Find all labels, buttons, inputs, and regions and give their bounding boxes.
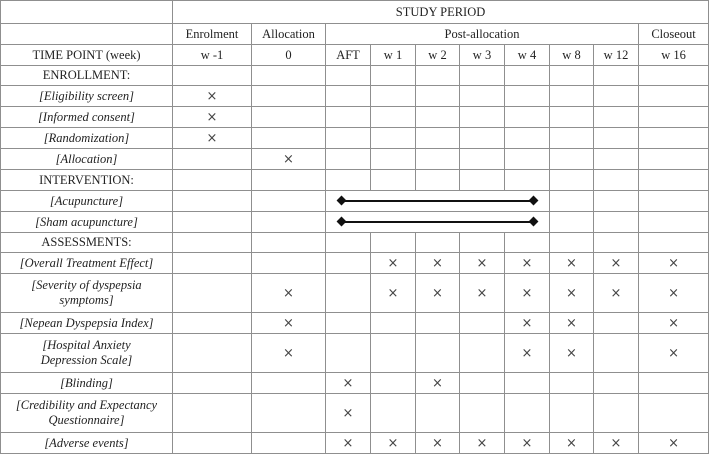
mark: × xyxy=(432,435,443,451)
mark: × xyxy=(432,285,443,301)
study-period-header: STUDY PERIOD xyxy=(173,1,709,24)
table-row xyxy=(1,212,709,233)
table-row xyxy=(1,433,709,454)
timepoint-w3: w 3 xyxy=(460,45,505,66)
mark: × xyxy=(566,435,577,451)
row-label-randomization: [Randomization] xyxy=(1,128,173,149)
table-row xyxy=(1,86,709,107)
corner-cell xyxy=(1,1,173,24)
row-label-ote: [Overall Treatment Effect] xyxy=(1,253,173,274)
mark: × xyxy=(283,315,294,331)
acupuncture-duration-cell xyxy=(326,191,550,212)
row-label-hads: [Hospital Anxiety Depression Scale] xyxy=(1,334,173,373)
mark: × xyxy=(521,315,533,331)
mark: × xyxy=(283,345,294,361)
header-row-timepoints xyxy=(1,45,709,66)
timepoint-w4: w 4 xyxy=(505,45,550,66)
mark: × xyxy=(476,285,488,301)
mark: × xyxy=(521,255,533,271)
mark: × xyxy=(610,435,622,451)
row-label-acupuncture: [Acupuncture] xyxy=(1,191,173,212)
mark: × xyxy=(387,285,399,301)
timepoint-w1: w 1 xyxy=(371,45,416,66)
section-row-intervention xyxy=(1,170,709,191)
timepoint-w8: w 8 xyxy=(550,45,594,66)
section-assessments: ASSESSMENTS: xyxy=(1,233,173,253)
row-label-sds: [Severity of dyspepsia symptoms] xyxy=(1,274,173,313)
mark: × xyxy=(432,255,443,271)
table-row xyxy=(1,394,709,433)
mark: × xyxy=(387,435,399,451)
timepoint-aft: AFT xyxy=(326,45,371,66)
mark: × xyxy=(566,315,577,331)
section-intervention: INTERVENTION: xyxy=(1,170,173,191)
mark: × xyxy=(566,285,577,301)
section-enrollment: ENROLLMENT: xyxy=(1,66,173,86)
timepoint-w16: w 16 xyxy=(639,45,709,66)
mark: × xyxy=(206,130,218,146)
sham-duration-cell xyxy=(326,212,550,233)
allocation-header: Allocation xyxy=(252,24,326,45)
table-row xyxy=(1,334,709,373)
mark: × xyxy=(387,255,399,271)
mark: × xyxy=(476,255,488,271)
row-label-ceq: [Credibility and Expectancy Questionnaire] xyxy=(1,394,173,433)
mark: × xyxy=(668,315,679,331)
post-allocation-header: Post-allocation xyxy=(326,24,639,45)
empty-cell xyxy=(1,24,173,45)
mark: × xyxy=(342,375,354,391)
row-label-ae: [Adverse events] xyxy=(1,433,173,454)
mark: × xyxy=(521,345,533,361)
header-row-period xyxy=(1,1,709,24)
mark: × xyxy=(206,88,218,104)
mark: × xyxy=(521,435,533,451)
header-row-phases xyxy=(1,24,709,45)
timepoint-w12: w 12 xyxy=(594,45,639,66)
table-row xyxy=(1,373,709,394)
section-row-assessments xyxy=(1,233,709,253)
mark: × xyxy=(432,375,443,391)
enrolment-header: Enrolment xyxy=(173,24,252,45)
mark: × xyxy=(610,285,622,301)
mark: × xyxy=(566,345,577,361)
row-label-ndi: [Nepean Dyspepsia Index] xyxy=(1,313,173,334)
mark: × xyxy=(668,435,679,451)
table-row xyxy=(1,274,709,313)
row-label-sham: [Sham acupuncture] xyxy=(1,212,173,233)
mark: × xyxy=(476,435,488,451)
table-row xyxy=(1,191,709,212)
row-label-eligibility: [Eligibility screen] xyxy=(1,86,173,107)
section-row-enrollment xyxy=(1,66,709,86)
table-row xyxy=(1,313,709,334)
timepoint-w2: w 2 xyxy=(416,45,460,66)
time-point-label: TIME POINT (week) xyxy=(1,45,173,66)
mark: × xyxy=(521,285,533,301)
mark: × xyxy=(668,345,679,361)
timepoint-w-1: w -1 xyxy=(173,45,252,66)
row-label-consent: [Informed consent] xyxy=(1,107,173,128)
mark: × xyxy=(342,435,354,451)
timepoint-0: 0 xyxy=(252,45,326,66)
table-row xyxy=(1,149,709,170)
mark: × xyxy=(283,285,294,301)
table-row xyxy=(1,253,709,274)
row-label-allocation: [Allocation] xyxy=(1,149,173,170)
table-row xyxy=(1,128,709,149)
table-row xyxy=(1,107,709,128)
mark: × xyxy=(206,109,218,125)
mark: × xyxy=(342,405,354,421)
row-label-blinding: [Blinding] xyxy=(1,373,173,394)
mark: × xyxy=(668,255,679,271)
mark: × xyxy=(610,255,622,271)
mark: × xyxy=(283,151,294,167)
closeout-header: Closeout xyxy=(639,24,709,45)
mark: × xyxy=(668,285,679,301)
mark: × xyxy=(566,255,577,271)
